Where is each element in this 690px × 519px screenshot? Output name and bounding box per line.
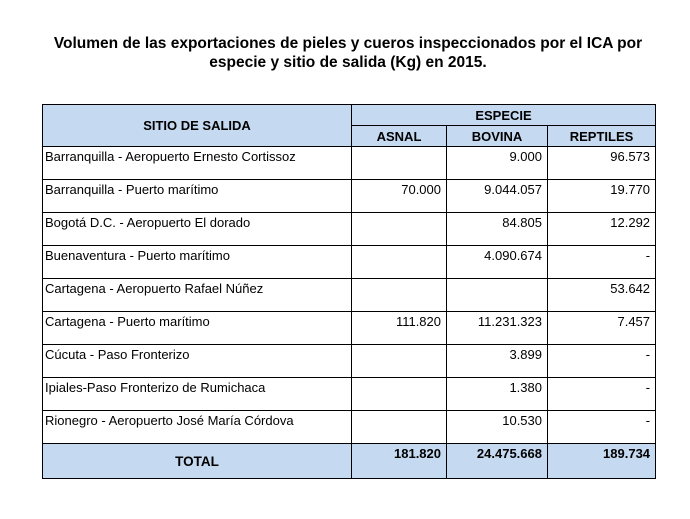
reptiles-cell: - xyxy=(548,411,656,444)
species-header: ESPECIE xyxy=(352,105,656,126)
table-row xyxy=(43,279,656,312)
bovina-cell: 1.380 xyxy=(447,378,548,411)
bovina-cell xyxy=(447,279,548,312)
site-cell: Cartagena - Puerto marítimo xyxy=(43,312,352,345)
column-header-reptiles: REPTILES xyxy=(548,126,656,147)
asnal-cell xyxy=(352,213,447,246)
table-row xyxy=(43,411,656,444)
site-cell: Ipiales-Paso Fronterizo de Rumichaca xyxy=(43,378,352,411)
total-label: TOTAL xyxy=(43,444,352,479)
bovina-cell: 4.090.674 xyxy=(447,246,548,279)
asnal-cell xyxy=(352,345,447,378)
site-cell: Rionegro - Aeropuerto José María Córdova xyxy=(43,411,352,444)
reptiles-cell: 7.457 xyxy=(548,312,656,345)
title-line-1: Volumen de las exportaciones de pieles y cueros inspeccionados por el ICA por xyxy=(53,35,643,52)
site-cell: Barranquilla - Aeropuerto Ernesto Cortissoz xyxy=(43,147,352,180)
site-cell: Cúcuta - Paso Fronterizo xyxy=(43,345,352,378)
bovina-cell: 11.231.323 xyxy=(447,312,548,345)
asnal-cell xyxy=(352,411,447,444)
table-row xyxy=(43,246,656,279)
asnal-cell xyxy=(352,378,447,411)
asnal-cell: 70.000 xyxy=(352,180,447,213)
total-reptiles: 189.734 xyxy=(548,444,656,479)
exports-table xyxy=(42,104,656,479)
page-title xyxy=(30,34,666,72)
site-cell: Bogotá D.C. - Aeropuerto El dorado xyxy=(43,213,352,246)
bovina-cell: 9.000 xyxy=(447,147,548,180)
total-bovina: 24.475.668 xyxy=(447,444,548,479)
bovina-cell: 9.044.057 xyxy=(447,180,548,213)
reptiles-cell: - xyxy=(548,378,656,411)
table-row xyxy=(43,345,656,378)
site-header: SITIO DE SALIDA xyxy=(43,105,352,147)
site-cell: Cartagena - Aeropuerto Rafael Núñez xyxy=(43,279,352,312)
site-cell: Buenaventura - Puerto marítimo xyxy=(43,246,352,279)
column-header-asnal: ASNAL xyxy=(352,126,447,147)
bovina-cell: 84.805 xyxy=(447,213,548,246)
total-asnal: 181.820 xyxy=(352,444,447,479)
table-row xyxy=(43,147,656,180)
bovina-cell: 10.530 xyxy=(447,411,548,444)
column-header-bovina: BOVINA xyxy=(447,126,548,147)
asnal-cell: 111.820 xyxy=(352,312,447,345)
asnal-cell xyxy=(352,147,447,180)
total-row xyxy=(43,444,656,479)
asnal-cell xyxy=(352,246,447,279)
reptiles-cell: - xyxy=(548,345,656,378)
reptiles-cell: - xyxy=(548,246,656,279)
table-row xyxy=(43,180,656,213)
asnal-cell xyxy=(352,279,447,312)
reptiles-cell: 12.292 xyxy=(548,213,656,246)
reptiles-cell: 53.642 xyxy=(548,279,656,312)
reptiles-cell: 19.770 xyxy=(548,180,656,213)
table-row xyxy=(43,378,656,411)
table-row xyxy=(43,312,656,345)
title-line-2: especie y sitio de salida (Kg) en 2015. xyxy=(209,54,487,71)
bovina-cell: 3.899 xyxy=(447,345,548,378)
table-row xyxy=(43,213,656,246)
reptiles-cell: 96.573 xyxy=(548,147,656,180)
site-cell: Barranquilla - Puerto marítimo xyxy=(43,180,352,213)
